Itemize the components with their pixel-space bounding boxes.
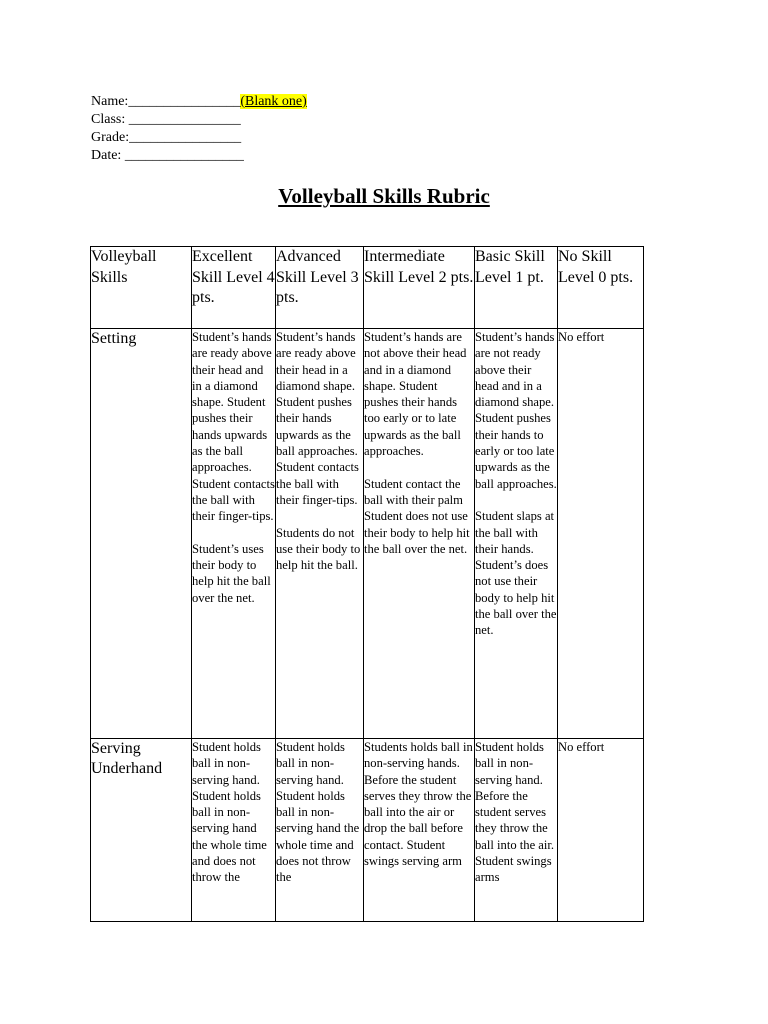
cell-serving-no-skill-text: No effort — [558, 740, 605, 754]
rubric-table — [90, 246, 644, 922]
cell-serving-basic — [475, 739, 558, 922]
header-basic: Basic Skill Level 1 pt. — [475, 247, 558, 329]
cell-setting-basic: Student’s hands are not ready above their head and in a diamond shape. Student pushes their hands to early or too late upwards as the ball approaches. Student slaps at the ball with their hands. Student’s does not use their body to help hit the ball over the net. — [475, 329, 558, 739]
cell-setting-advanced: Student’s hands are ready above their head in a diamond shape. Student pushes their hands upwards as the ball approaches. Student contacts the ball with their finger-tips. Students do not use their body to help hit the ball. — [276, 329, 364, 739]
grade-field: Grade:________________ — [91, 130, 242, 145]
table-row — [91, 329, 644, 739]
header-no-skill: No Skill Level 0 pts. — [558, 247, 644, 329]
name-note: (Blank one) — [240, 94, 307, 109]
table-header-row — [91, 247, 644, 329]
cell-setting-excellent: Student’s hands are ready above their head and in a diamond shape. Student pushes their hands upwards as the ball approaches. Student contacts the ball with their finger-tips. Student’s uses their body to help hit the ball over the net. — [192, 329, 276, 739]
cell-setting-intermediate: Student’s hands are not above their head and in a diamond shape. Student pushes their hands too early or to late upwards as the ball approaches. Student contact the ball with their palm Student does not use their body to help hit the ball over the net. — [364, 329, 475, 739]
class-field: Class: ________________ — [91, 112, 241, 127]
name-field — [91, 93, 307, 111]
cell-serving-advanced — [276, 739, 364, 922]
row-skill-setting: Setting — [91, 329, 192, 739]
student-info-header — [91, 93, 307, 165]
name-line: Name:________________ — [91, 94, 241, 109]
cell-serving-no-skill — [558, 739, 644, 922]
cell-serving-excellent — [192, 739, 276, 922]
header-intermediate: Intermediate Skill Level 2 pts. — [364, 247, 475, 329]
table-row — [91, 739, 644, 922]
row-skill-serving-underhand — [91, 739, 192, 922]
cell-serving-excellent-text: Student holds ball in non-serving hand. Student holds ball in non-serving hand the whole time and does not throw the — [192, 740, 267, 885]
header-advanced: Advanced Skill Level 3 pts. — [276, 247, 364, 329]
date-field: Date: _________________ — [91, 148, 244, 163]
cell-serving-basic-text: Student holds ball in non- serving hand. Before the student serves they throw the ball into the air. Student swings arms — [475, 740, 555, 885]
row-skill-serving-underhand-text: Serving Underhand — [91, 740, 163, 777]
header-skills: Volleyball Skills — [91, 247, 192, 329]
document-title: Volleyball Skills Rubric — [278, 184, 490, 208]
cell-serving-advanced-text: Student holds ball in non-serving hand. Student holds ball in non-serving hand the whole time and does not throw the — [276, 740, 360, 885]
cell-setting-no-skill: No effort — [558, 329, 644, 739]
cell-serving-intermediate — [364, 739, 475, 922]
cell-serving-intermediate-text: Students holds ball in non-serving hands. Before the student serves they throw the ball into the air or drop the ball before contact. Student swings serving arm — [364, 740, 473, 869]
header-excellent: Excellent Skill Level 4 pts. — [192, 247, 276, 329]
